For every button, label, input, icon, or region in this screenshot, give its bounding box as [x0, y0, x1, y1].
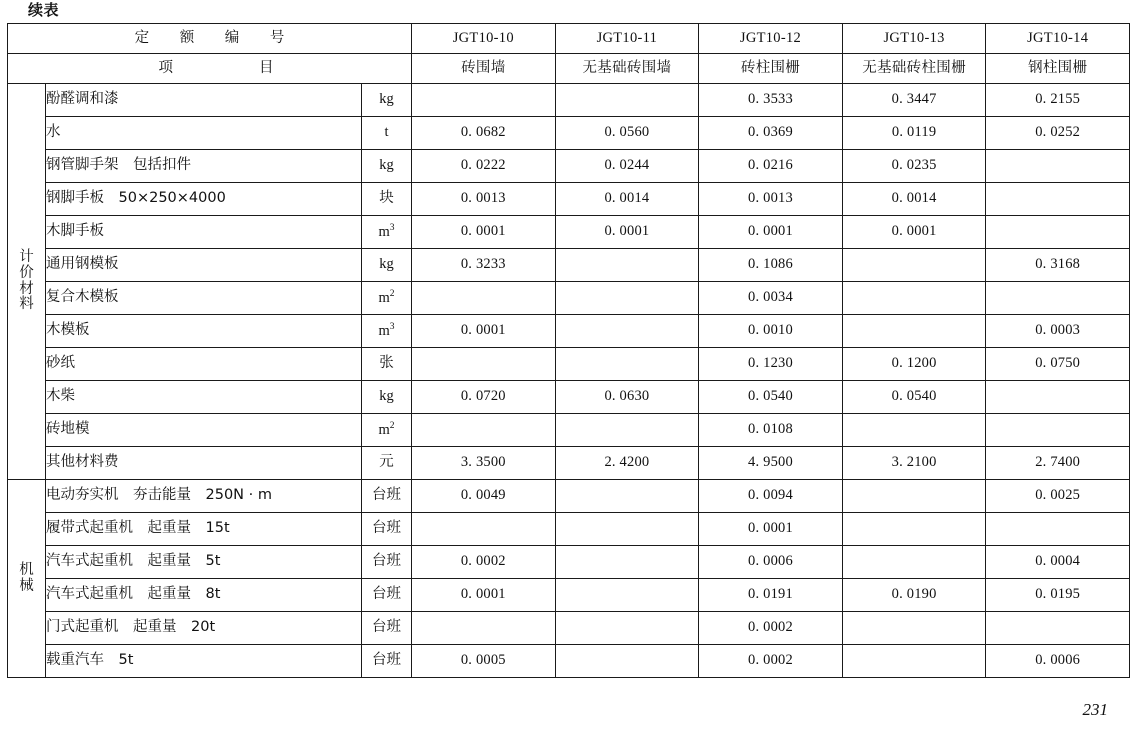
value-cell-col2: [555, 315, 699, 348]
item-name-cell: 通用钢模板: [46, 249, 362, 282]
value-cell-col5: 0. 0004: [986, 546, 1130, 579]
item-name-cell: 载重汽车 5t: [46, 645, 362, 678]
group-label-char: 料: [19, 296, 34, 313]
unit-exponent: 2: [389, 289, 395, 300]
value-cell-col3: 0. 0013: [699, 183, 843, 216]
value-cell-col1: 0. 0720: [412, 381, 556, 414]
value-cell-col1: [412, 612, 556, 645]
group-label-char: 计: [19, 248, 34, 265]
item-header-label: [8, 54, 412, 84]
value-cell-col3: 0. 1230: [699, 348, 843, 381]
value-cell-col4: [842, 282, 986, 315]
quota-table: [7, 23, 1130, 678]
unit-cell: 台班: [362, 612, 412, 645]
item-name-cell: 砂纸: [46, 348, 362, 381]
unit-cell: $m^2$: [362, 414, 412, 447]
value-cell-col2: 0. 0244: [555, 150, 699, 183]
value-cell-col1: 0. 3233: [412, 249, 556, 282]
unit-cell: $m^2$: [362, 282, 412, 315]
quota-code-3: JGT10-12: [699, 24, 843, 54]
table-row: [8, 381, 1130, 414]
item-name-cell: 砖地模: [46, 414, 362, 447]
value-cell-col2: [555, 414, 699, 447]
value-cell-col3: 0. 0001: [699, 513, 843, 546]
value-cell-col5: 0. 2155: [986, 84, 1130, 117]
value-cell-col2: [555, 348, 699, 381]
table-row: [8, 480, 1130, 513]
value-cell-col2: [555, 84, 699, 117]
item-name-cell: 电动夯实机 夯击能量 250N · m: [46, 480, 362, 513]
table-row: [8, 282, 1130, 315]
value-cell-col5: [986, 183, 1130, 216]
group-label-2: [8, 480, 46, 678]
table-row: [8, 183, 1130, 216]
value-cell-col2: [555, 513, 699, 546]
item-name-cell: 复合木模板: [46, 282, 362, 315]
value-cell-col3: 0. 0006: [699, 546, 843, 579]
unit-cell: $m^3$: [362, 315, 412, 348]
value-cell-col1: 0. 0001: [412, 216, 556, 249]
quota-name-5: 钢柱围栅: [986, 54, 1130, 84]
value-cell-col3: 0. 0034: [699, 282, 843, 315]
quota-code-2: JGT10-11: [555, 24, 699, 54]
value-cell-col5: 0. 0003: [986, 315, 1130, 348]
value-cell-col4: 3. 2100: [842, 447, 986, 480]
value-cell-col2: [555, 645, 699, 678]
unit-cell: 台班: [362, 579, 412, 612]
value-cell-col2: 0. 0001: [555, 216, 699, 249]
table-row: [8, 150, 1130, 183]
value-cell-col5: 0. 0006: [986, 645, 1130, 678]
unit-exponent: 2: [389, 421, 395, 432]
value-cell-col2: [555, 546, 699, 579]
item-name-cell: 汽车式起重机 起重量 5t: [46, 546, 362, 579]
header-row-code: [8, 24, 1130, 54]
value-cell-col3: 0. 0108: [699, 414, 843, 447]
value-cell-col5: [986, 513, 1130, 546]
table-row: [8, 546, 1130, 579]
value-cell-col4: 0. 0540: [842, 381, 986, 414]
unit-exponent: 3: [389, 322, 395, 333]
item-name-cell: 木模板: [46, 315, 362, 348]
unit-cell: t: [362, 117, 412, 150]
item-name-cell: 履带式起重机 起重量 15t: [46, 513, 362, 546]
value-cell-col5: [986, 414, 1130, 447]
value-cell-col4: [842, 645, 986, 678]
value-cell-col2: 0. 0560: [555, 117, 699, 150]
value-cell-col3: 0. 0094: [699, 480, 843, 513]
group-label-1: [8, 84, 46, 480]
item-name-cell: 其他材料费: [46, 447, 362, 480]
unit-cell: 元: [362, 447, 412, 480]
value-cell-col3: 0. 0191: [699, 579, 843, 612]
value-cell-col4: [842, 546, 986, 579]
unit-cell: 块: [362, 183, 412, 216]
value-cell-col5: [986, 150, 1130, 183]
table-row: [8, 84, 1130, 117]
value-cell-col4: 0. 0001: [842, 216, 986, 249]
item-name-cell: 门式起重机 起重量 20t: [46, 612, 362, 645]
value-cell-col3: 0. 0216: [699, 150, 843, 183]
value-cell-col1: 0. 0001: [412, 315, 556, 348]
unit-cell: kg: [362, 381, 412, 414]
value-cell-col1: 0. 0682: [412, 117, 556, 150]
value-cell-col3: 0. 1086: [699, 249, 843, 282]
item-name-cell: 木脚手板: [46, 216, 362, 249]
value-cell-col2: [555, 282, 699, 315]
value-cell-col1: [412, 414, 556, 447]
unit-cell: 台班: [362, 546, 412, 579]
value-cell-col3: 0. 0002: [699, 645, 843, 678]
unit-cell: kg: [362, 249, 412, 282]
quota-code-1: JGT10-10: [412, 24, 556, 54]
value-cell-col4: 0. 0119: [842, 117, 986, 150]
quota-name-2: 无基础砖围墙: [555, 54, 699, 84]
table-row: [8, 513, 1130, 546]
value-cell-col3: 0. 3533: [699, 84, 843, 117]
unit-cell: kg: [362, 150, 412, 183]
value-cell-col2: [555, 579, 699, 612]
value-cell-col4: 0. 0014: [842, 183, 986, 216]
quota-code-header-label: 定 额 编 号: [8, 24, 412, 54]
value-cell-col1: [412, 348, 556, 381]
table-row: [8, 315, 1130, 348]
item-name-cell: 钢脚手板 50×250×4000: [46, 183, 362, 216]
value-cell-col1: [412, 513, 556, 546]
table-row: [8, 612, 1130, 645]
quota-name-3: 砖柱围栅: [699, 54, 843, 84]
value-cell-col5: 2. 7400: [986, 447, 1130, 480]
value-cell-col4: [842, 414, 986, 447]
table-row: [8, 348, 1130, 381]
value-cell-col1: 3. 3500: [412, 447, 556, 480]
value-cell-col4: 0. 0235: [842, 150, 986, 183]
quota-code-5: JGT10-14: [986, 24, 1130, 54]
page-number: 231: [1082, 700, 1108, 719]
group-label-char: 价: [19, 264, 34, 281]
value-cell-col5: 0. 0195: [986, 579, 1130, 612]
value-cell-col1: 0. 0005: [412, 645, 556, 678]
unit-exponent: 3: [389, 223, 395, 234]
item-name-cell: 汽车式起重机 起重量 8t: [46, 579, 362, 612]
quota-name-1: 砖围墙: [412, 54, 556, 84]
value-cell-col1: 0. 0002: [412, 546, 556, 579]
value-cell-col3: 0. 0369: [699, 117, 843, 150]
value-cell-col1: 0. 0001: [412, 579, 556, 612]
unit-cell: $m^3$: [362, 216, 412, 249]
value-cell-col4: [842, 480, 986, 513]
item-header-label-left: 项: [158, 59, 173, 76]
value-cell-col5: 0. 0252: [986, 117, 1130, 150]
value-cell-col3: 0. 0001: [699, 216, 843, 249]
value-cell-col5: 0. 0750: [986, 348, 1130, 381]
value-cell-col4: [842, 315, 986, 348]
value-cell-col5: 0. 0025: [986, 480, 1130, 513]
value-cell-col4: 0. 1200: [842, 348, 986, 381]
group-label-char: 材: [19, 280, 34, 297]
value-cell-col4: [842, 249, 986, 282]
value-cell-col5: 0. 3168: [986, 249, 1130, 282]
unit-cell: 台班: [362, 513, 412, 546]
header-row-item: [8, 54, 1130, 84]
value-cell-col2: 0. 0014: [555, 183, 699, 216]
item-name-cell: 酚醛调和漆: [46, 84, 362, 117]
value-cell-col5: [986, 282, 1130, 315]
item-name-cell: 木柴: [46, 381, 362, 414]
value-cell-col4: [842, 612, 986, 645]
table-row: [8, 249, 1130, 282]
value-cell-col3: 0. 0002: [699, 612, 843, 645]
group-label-char: 机: [19, 561, 34, 578]
value-cell-col5: [986, 381, 1130, 414]
table-row: [8, 645, 1130, 678]
value-cell-col4: 0. 3447: [842, 84, 986, 117]
table-row: [8, 216, 1130, 249]
quota-table-wrapper: [7, 23, 1129, 678]
value-cell-col3: 0. 0540: [699, 381, 843, 414]
unit-cell: 台班: [362, 480, 412, 513]
quota-name-4: 无基础砖柱围栅: [842, 54, 986, 84]
continuation-caption: 续表: [28, 1, 60, 19]
value-cell-col2: [555, 612, 699, 645]
item-name-cell: 钢管脚手架 包括扣件: [46, 150, 362, 183]
quota-code-4: JGT10-13: [842, 24, 986, 54]
unit-cell: 张: [362, 348, 412, 381]
unit-cell: kg: [362, 84, 412, 117]
value-cell-col2: 0. 0630: [555, 381, 699, 414]
table-row: [8, 414, 1130, 447]
unit-cell: 台班: [362, 645, 412, 678]
value-cell-col5: [986, 612, 1130, 645]
table-row: [8, 447, 1130, 480]
value-cell-col3: 4. 9500: [699, 447, 843, 480]
value-cell-col4: [842, 513, 986, 546]
group-label-char: 械: [19, 577, 34, 594]
value-cell-col1: 0. 0049: [412, 480, 556, 513]
value-cell-col2: [555, 480, 699, 513]
value-cell-col2: 2. 4200: [555, 447, 699, 480]
table-row: [8, 579, 1130, 612]
value-cell-col3: 0. 0010: [699, 315, 843, 348]
item-header-label-right: 目: [259, 59, 274, 76]
value-cell-col1: 0. 0222: [412, 150, 556, 183]
value-cell-col2: [555, 249, 699, 282]
table-row: [8, 117, 1130, 150]
value-cell-col1: 0. 0013: [412, 183, 556, 216]
value-cell-col5: [986, 216, 1130, 249]
value-cell-col1: [412, 84, 556, 117]
value-cell-col1: [412, 282, 556, 315]
value-cell-col4: 0. 0190: [842, 579, 986, 612]
item-name-cell: 水: [46, 117, 362, 150]
